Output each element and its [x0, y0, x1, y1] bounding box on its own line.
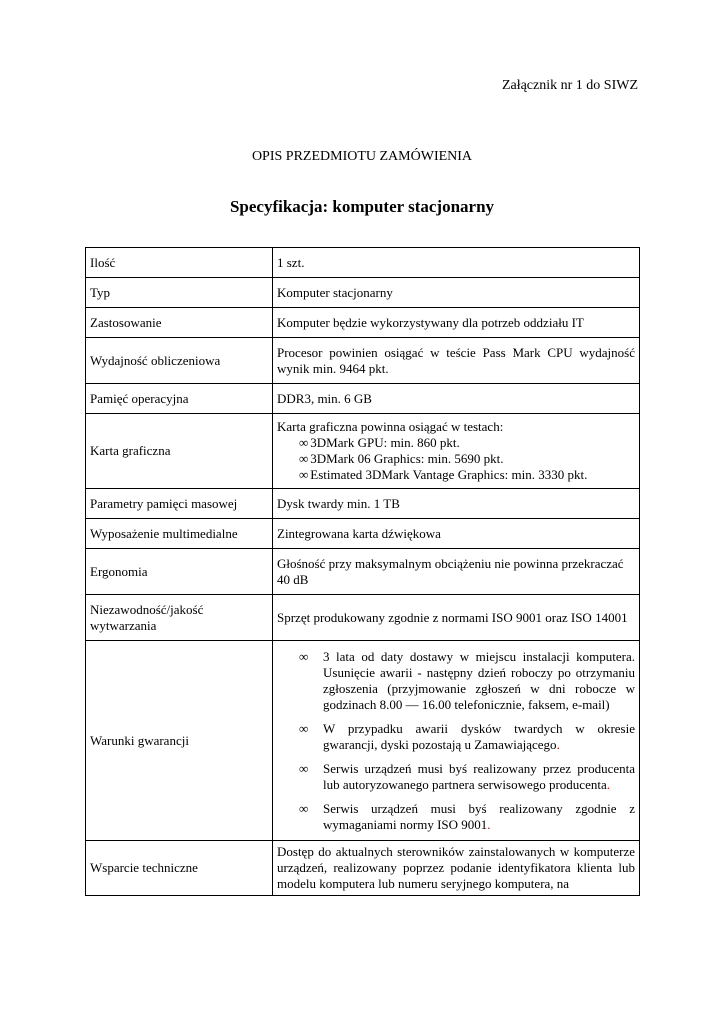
row-value: Głośność przy maksymalnym obciążeniu nie powinna przekraczać 40 dB [273, 549, 640, 595]
row-value: Procesor powinien osiągać w teście Pass Mark CPU wydajność wynik min. 9464 pkt. [273, 338, 640, 384]
row-label: Parametry pamięci masowej [86, 489, 273, 519]
table-row [86, 519, 640, 549]
infinity-bullet-icon: ∞ [299, 800, 309, 816]
row-label: Wyposażenie multimedialne [86, 519, 273, 549]
table-row [86, 549, 640, 595]
table-row [86, 338, 640, 384]
row-value: Zintegrowana karta dźwiękowa [273, 519, 640, 549]
table-row [86, 248, 640, 278]
infinity-bullet-icon: ∞ [299, 720, 309, 736]
document-title: OPIS PRZEDMIOTU ZAMÓWIENIA [251, 149, 473, 164]
infinity-bullet-icon: ∞ [299, 467, 309, 482]
list-item-text: 3DMark GPU: min. 860 pkt. [310, 435, 460, 450]
table-row [86, 489, 640, 519]
list-item [299, 467, 635, 483]
row-value: Komputer stacjonarny [273, 278, 640, 308]
list-item [277, 721, 635, 753]
infinity-bullet-icon: ∞ [299, 760, 309, 776]
row-value [273, 414, 640, 489]
table-row [86, 841, 640, 896]
row-value [273, 641, 640, 841]
infinity-bullet-icon: ∞ [299, 451, 309, 466]
specification-title: Specyfikacja: komputer stacjonarny [229, 197, 495, 216]
row-label: Warunki gwarancji [86, 641, 273, 841]
list-item-text: 3 lata od daty dostawy w miejscu instalacji komputera. Usunięcie awarii - następny dzień roboczy po otrzymaniu zgłoszenia (przyjmowanie zgłoszeń w dni robocze w godzinach 8.00 — 16.00 telefonicznie, faksem, e-mail) [323, 648, 635, 712]
row-value: 1 szt. [273, 248, 640, 278]
warranty-list [277, 649, 635, 833]
row-value: Komputer będzie wykorzystywany dla potrzeb oddziału IT [273, 308, 640, 338]
list-item [277, 761, 635, 793]
table-row [86, 641, 640, 841]
list-item [277, 649, 635, 713]
table-row [86, 308, 640, 338]
row-value: Dostęp do aktualnych sterowników zainstalowanych w komputerze urządzeń, realizowany poprzez podanie identyfikatora klienta lub modelu komputera lub numeru seryjnego komputera, na [273, 841, 640, 896]
row-value: DDR3, min. 6 GB [273, 384, 640, 414]
row-value: Dysk twardy min. 1 TB [273, 489, 640, 519]
list-item-end: . [606, 776, 610, 792]
specification-table [85, 247, 640, 896]
gpu-benchmark-list [277, 435, 635, 483]
infinity-bullet-icon: ∞ [299, 435, 309, 450]
list-item [299, 451, 635, 467]
row-label: Typ [86, 278, 273, 308]
row-label: Ilość [86, 248, 273, 278]
list-item [299, 435, 635, 451]
row-label: Pamięć operacyjna [86, 384, 273, 414]
list-item-text: Serwis urządzeń musi byś realizowany zgodnie z wymaganiami normy ISO 9001 [323, 800, 635, 832]
infinity-bullet-icon: ∞ [299, 648, 309, 664]
row-label: Ergonomia [86, 549, 273, 595]
row-value: Sprzęt produkowany zgodnie z normami ISO 9001 oraz ISO 14001 [273, 595, 640, 641]
list-item-text: W przypadku awarii dysków twardych w okresie gwarancji, dyski pozostają u Zamawiającego [323, 720, 635, 752]
row-label: Wsparcie techniczne [86, 841, 273, 896]
row-label: Zastosowanie [86, 308, 273, 338]
list-item-end: . [556, 736, 560, 752]
annex-note: Załącznik nr 1 do SIWZ [501, 78, 638, 93]
row-label: Niezawodność/jakość wytwarzania [86, 595, 273, 641]
row-label: Wydajność obliczeniowa [86, 338, 273, 384]
table-row [86, 595, 640, 641]
table-row [86, 278, 640, 308]
table-row [86, 414, 640, 489]
list-item-text: Estimated 3DMark Vantage Graphics: min. 3330 pkt. [310, 467, 588, 482]
list-item-end: . [487, 816, 491, 832]
gpu-intro: Karta graficzna powinna osiągać w testach: [277, 419, 504, 434]
row-label: Karta graficzna [86, 414, 273, 489]
list-item-text: Serwis urządzeń musi byś realizowany przez producenta lub autoryzowanego partnera serwisowego producenta [323, 760, 635, 792]
table-row [86, 384, 640, 414]
list-item-text: 3DMark 06 Graphics: min. 5690 pkt. [310, 451, 504, 466]
list-item [277, 801, 635, 833]
